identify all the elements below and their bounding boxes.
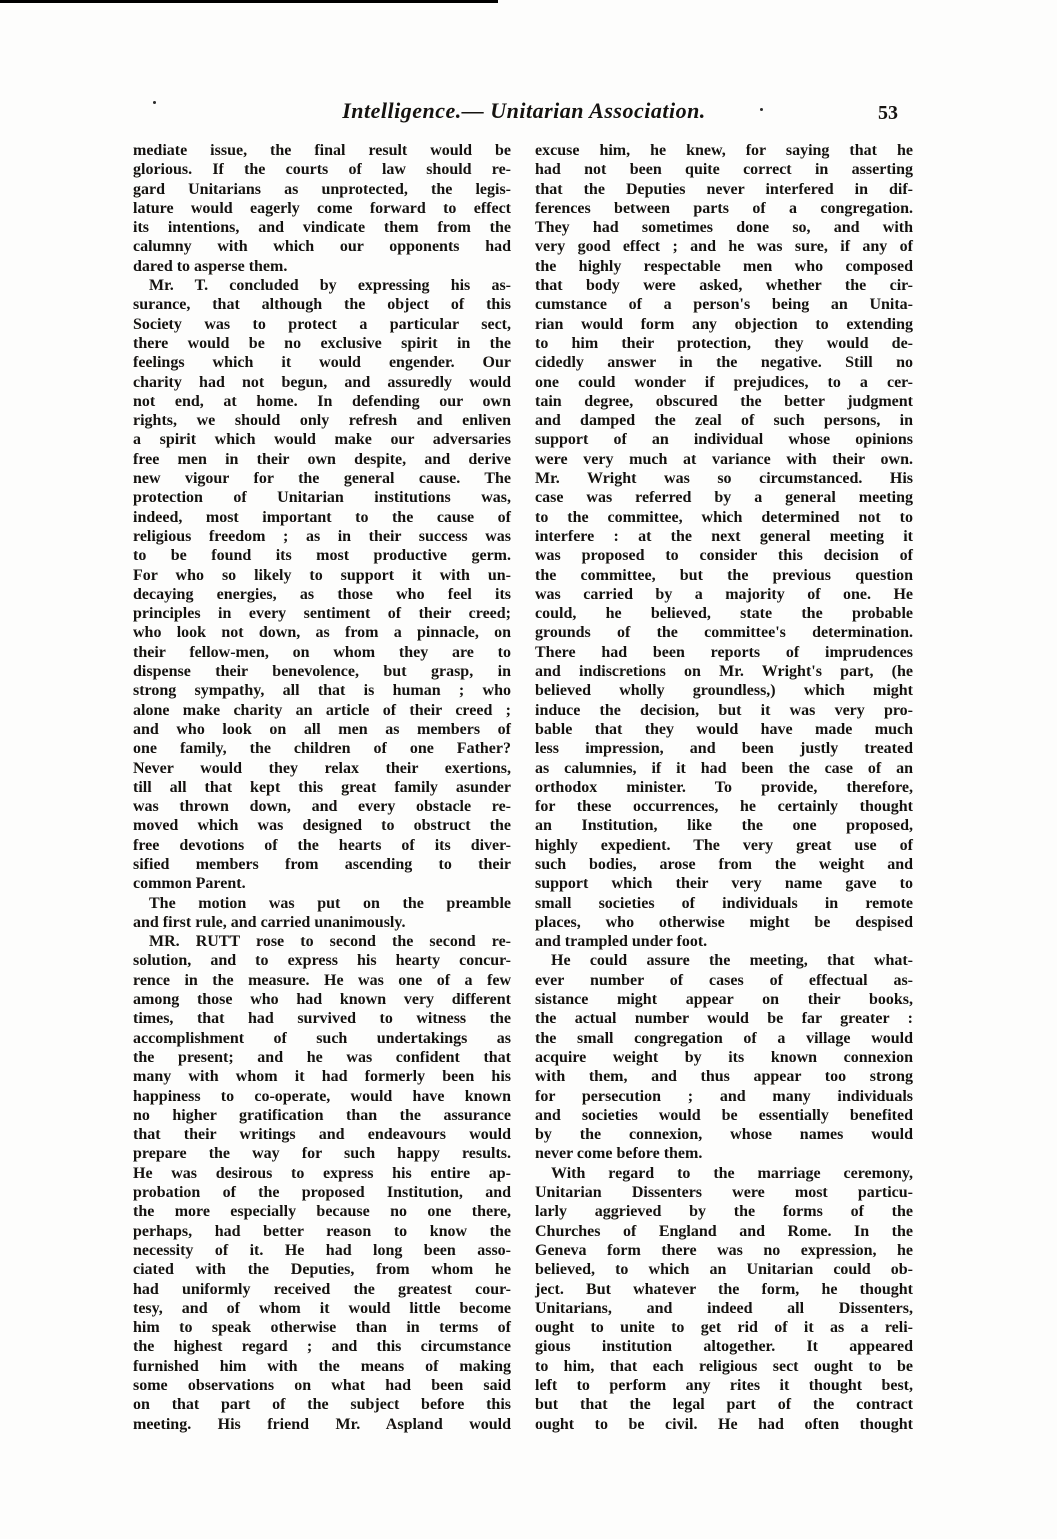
text-line: their fellow-men, on whom they are to	[133, 643, 511, 661]
scan-edge-artifact	[0, 0, 498, 3]
text-line: never come before them.	[535, 1145, 703, 1163]
text-line: The motion was put on the preamble	[149, 894, 511, 912]
text-line: the highly respectable men who composed	[535, 257, 913, 275]
text-line: There had been reports of imprudences	[535, 643, 913, 661]
text-line: happiness to co-operate, would have known	[133, 1087, 511, 1105]
text-line: gious institution altogether. It appeared	[535, 1338, 913, 1356]
text-line: interfere : at the next general meeting it	[535, 527, 913, 545]
text-line: that the Deputies never interfered in dif-	[535, 180, 913, 198]
text-line: religious freedom ; as in their success was	[133, 527, 511, 545]
text-line: the small congregation of a village would	[535, 1029, 913, 1047]
text-line: For who so likely to support it with un-	[133, 566, 511, 584]
text-line: among those who had known very different	[133, 991, 511, 1009]
text-line: very good effect ; and he was sure, if any of	[535, 238, 913, 256]
text-line: to him their protection, they would de-	[535, 334, 913, 352]
text-line: for these occurrences, he certainly thought	[535, 798, 913, 816]
text-line: and who look on all men as members of	[133, 720, 511, 738]
column-right	[535, 141, 913, 1434]
text-line: as calumnies, if it had been the case of an	[535, 759, 913, 777]
text-line: Unitarians, and indeed all Dissenters,	[535, 1299, 913, 1317]
text-line: furnished him with the means of making	[133, 1357, 511, 1375]
text-line: and societies would be essentially benefited	[535, 1106, 913, 1124]
text-line: ever number of cases of effectual as-	[535, 971, 913, 989]
text-line: highly expedient. The very great use of	[535, 836, 913, 854]
paragraph	[133, 894, 511, 933]
text-line: left to perform any rites it thought best,	[535, 1377, 913, 1394]
text-line: the committee, but the previous question	[535, 566, 913, 584]
text-line: solution, and to express his hearty concur-	[133, 952, 511, 970]
text-line: case was referred by a general meeting	[535, 489, 913, 507]
text-line: Churches of England and Rome. In the	[535, 1222, 913, 1240]
text-line: less impression, and been justly treated	[535, 740, 913, 758]
text-line: times, that had survived to witness the	[133, 1010, 511, 1028]
text-line: common Parent.	[133, 875, 246, 893]
text-line: the more especially because no one there,	[133, 1203, 511, 1221]
text-line: and indiscretions on Mr. Wright's part, (he	[535, 663, 913, 681]
paragraph	[535, 141, 913, 951]
text-line: ject. But whatever the form, he thought	[535, 1280, 913, 1298]
text-line: rights, we should only refresh and enliven	[133, 412, 511, 430]
text-line: the highest regard ; and this circumstance	[133, 1338, 511, 1356]
text-line: Mr. Wright was so circumstanced. His	[535, 470, 913, 488]
text-line: and first rule, and carried unanimously.	[133, 913, 406, 931]
text-line: Never would they relax their exertions,	[133, 759, 511, 777]
text-line: that their writings and endeavours would	[133, 1126, 511, 1144]
text-line: could, he believed, state the probable	[535, 605, 913, 623]
text-line: believed wholly groundless,) which might	[535, 682, 913, 700]
text-line: grounds of the committee's determination.	[535, 624, 913, 642]
text-line: feelings which it would engender. Our	[133, 354, 511, 372]
text-line: one family, the children of one Father?	[133, 740, 511, 758]
paragraph	[535, 1164, 913, 1434]
text-line: had not been quite correct in asserting	[535, 161, 913, 179]
text-line: ought to unite to get rid of it as a reli-	[535, 1319, 913, 1337]
text-line: to be found its most productive germ.	[133, 547, 511, 565]
text-line: with them, and thus appear too strong	[535, 1068, 913, 1086]
text-line: moved which was designed to obstruct the	[133, 817, 511, 835]
text-line: tain degree, obscured the better judgment	[535, 392, 913, 410]
text-line: small societies of individuals in remote	[535, 894, 913, 912]
text-line: that body were asked, whether the cir-	[535, 277, 913, 295]
paragraph	[133, 276, 511, 894]
text-line: lature would eagerly come forward to effect	[133, 199, 511, 217]
text-line: ought to be civil. He had often thought	[535, 1415, 913, 1433]
text-line: there would be no exclusive spirit in the	[133, 334, 511, 352]
text-line: He was desirous to express his entire ap-	[133, 1164, 511, 1182]
text-line: and damped the zeal of such persons, in	[535, 412, 913, 430]
text-line: decaying energies, as those who feel its	[133, 585, 511, 603]
text-line: who look not down, as from a pinnacle, on	[133, 624, 511, 642]
text-line: and trampled under foot.	[535, 933, 708, 951]
text-line: cumstance of a person's being an Unita-	[535, 296, 913, 314]
text-line: surance, that although the object of this	[133, 296, 511, 314]
text-line: to him, that each religious sect ought to be	[535, 1357, 913, 1375]
text-line: glorious. If the courts of law should re-	[133, 161, 511, 179]
text-line: rian would form any objection to extending	[535, 315, 913, 333]
text-line: necessity of it. He had long been asso-	[133, 1241, 511, 1259]
text-line: Geneva form there was no expression, he	[535, 1241, 913, 1259]
text-line: ferences between parts of a congregation.	[535, 199, 913, 217]
text-line: free men in their own despite, and derive	[133, 450, 511, 468]
text-line: orthodox minister. To provide, therefore,	[535, 778, 913, 796]
text-line: such bodies, arose from the weight and	[535, 855, 913, 873]
text-line: calumny with which our opponents had	[133, 238, 511, 256]
text-line: a spirit which would make our adversaries	[133, 431, 511, 449]
paragraph	[133, 141, 511, 276]
text-line: him to speak otherwise than in terms of	[133, 1319, 511, 1337]
text-line: MR. RUTT rose to second the second re-	[149, 933, 511, 951]
text-line: dared to asperse them.	[133, 257, 288, 275]
text-line: indeed, most important to the cause of	[133, 508, 511, 526]
text-line: probation of the proposed Institution, and	[133, 1184, 511, 1202]
text-line: ciated with the Deputies, from whom he	[133, 1261, 511, 1279]
text-line: prepare the way for such happy results.	[133, 1145, 511, 1163]
text-line: He could assure the meeting, that what-	[551, 952, 913, 970]
text-line: but that the legal part of the contract	[535, 1396, 913, 1414]
text-line: sified members from ascending to their	[133, 855, 511, 873]
text-line: support which their very name gave to	[535, 875, 913, 893]
text-line: principles in every sentiment of their creed;	[133, 605, 511, 623]
text-line: perhaps, had better reason to know the	[133, 1222, 511, 1240]
text-line: new vigour for the general cause. The	[133, 470, 511, 488]
running-head-title: Intelligence.— Unitarian Association.	[342, 98, 706, 123]
text-line: gard Unitarians as unprotected, the legis-	[133, 180, 511, 198]
paragraph	[133, 932, 511, 1434]
column-left	[133, 141, 511, 1434]
text-line: some observations on what had been said	[133, 1377, 511, 1394]
text-line: its intentions, and vindicate them from the	[133, 219, 511, 237]
text-line: on that part of the subject before this	[133, 1396, 511, 1414]
text-line: alone make charity an article of their creed ;	[133, 701, 511, 719]
text-line: was carried by a majority of one. He	[535, 585, 913, 603]
text-line: one could wonder if prejudices, to a cer-	[535, 373, 913, 391]
text-line: sistance might appear on their books,	[535, 991, 913, 1009]
text-line: the present; and he was confident that	[133, 1048, 511, 1066]
page-number: 53	[878, 102, 898, 124]
text-line: free devotions of the hearts of its diver-	[133, 836, 511, 854]
text-line: accomplishment of such undertakings as	[133, 1029, 511, 1047]
text-line: places, who otherwise might be despised	[535, 913, 913, 931]
text-line: to the committee, which determined not to	[535, 508, 913, 526]
text-line: dispense their benevolence, but grasp, in	[133, 663, 511, 681]
text-line: rence in the measure. He was one of a few	[133, 971, 511, 989]
text-line: support of an individual whose opinions	[535, 431, 913, 449]
text-line: was thrown down, and every obstacle re-	[133, 798, 511, 816]
text-line: an Institution, like the one proposed,	[535, 817, 913, 835]
text-line: tesy, and of whom it would little become	[133, 1299, 511, 1317]
text-line: mediate issue, the final result would be	[133, 142, 511, 159]
text-line: were very much at variance with their own.	[535, 450, 913, 468]
text-line: larly aggrieved by the forms of the	[535, 1203, 913, 1221]
text-line: charity had not begun, and assuredly would	[133, 373, 511, 391]
text-line: not end, at home. In defending our own	[133, 392, 511, 410]
text-line: till all that kept this great family asunder	[133, 778, 511, 796]
paragraph	[535, 951, 913, 1163]
text-line: induce the decision, but it was very pro-	[535, 701, 913, 719]
text-line: Mr. T. concluded by expressing his as-	[149, 277, 511, 295]
text-line: for persecution ; and many individuals	[535, 1087, 913, 1105]
text-line: strong sympathy, all that is human ; who	[133, 682, 511, 700]
text-line: With regard to the marriage ceremony,	[551, 1164, 913, 1182]
text-line: had uniformly received the greatest cour-	[133, 1280, 511, 1298]
text-line: cidedly answer in the negative. Still no	[535, 354, 913, 372]
text-line: believed, to which an Unitarian could ob-	[535, 1261, 913, 1279]
text-line: bable that they would have made much	[535, 720, 913, 738]
text-line: by the connexion, whose names would	[535, 1126, 913, 1144]
text-line: acquire weight by its known connexion	[535, 1048, 913, 1066]
text-line: Unitarian Dissenters were most particu-	[535, 1184, 913, 1202]
text-line: no higher gratification than the assurance	[133, 1106, 511, 1124]
text-columns	[133, 141, 913, 1434]
text-line: was proposed to consider this decision of	[535, 547, 913, 565]
text-line: the actual number would be far greater :	[535, 1010, 913, 1028]
text-line: excuse him, he knew, for saying that he	[535, 142, 913, 159]
text-line: many with whom it had formerly been his	[133, 1068, 511, 1086]
text-line: They had sometimes done so, and with	[535, 219, 913, 237]
text-line: Society was to protect a particular sect,	[133, 315, 511, 333]
text-line: meeting. His friend Mr. Aspland would	[133, 1415, 511, 1433]
text-line: protection of Unitarian institutions was,	[133, 489, 511, 507]
